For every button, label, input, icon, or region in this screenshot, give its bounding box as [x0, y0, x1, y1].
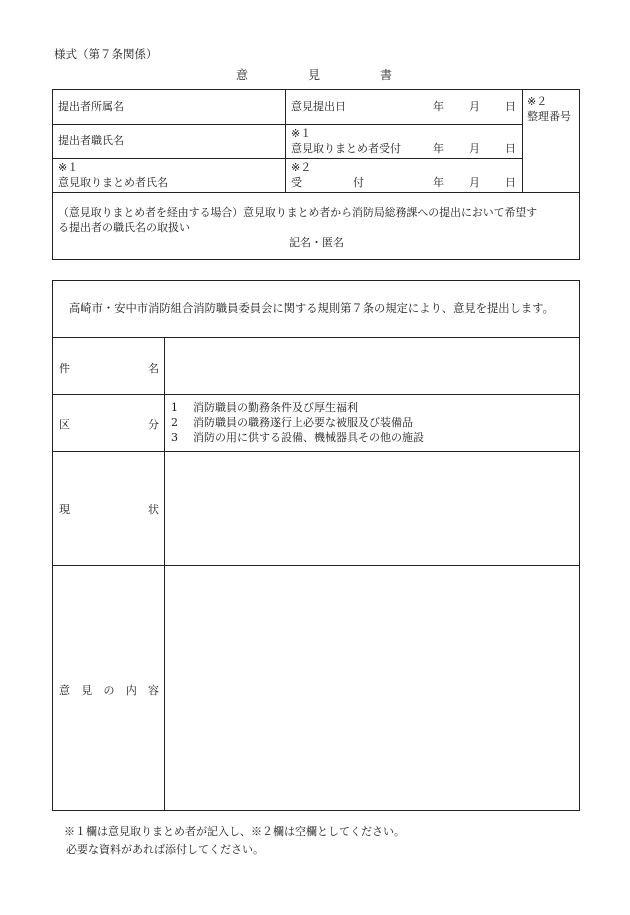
handling-choice: 記名・匿名	[289, 236, 344, 249]
form-style-label: 様式（第７条関係）	[54, 47, 158, 61]
receipt2-mark: ※２	[291, 161, 312, 174]
handling-text-line1: （意見取りまとめ者を経由する場合）意見取りまとめ者から消防局総務課への提出において希望す	[58, 206, 538, 219]
handling-text-line2: る提出者の職氏名の取扱い	[58, 221, 190, 234]
submit-date-label: 意見提出日	[291, 100, 346, 113]
opinion-table	[52, 280, 580, 811]
submit-year: 年	[433, 100, 444, 113]
submitter-name-label: 提出者職氏名	[58, 134, 124, 147]
receipt2-year: 年	[433, 176, 444, 189]
receipt1-mark: ※１	[291, 127, 312, 140]
category-option-3: 3 消防の用に供する設備、機械器具その他の施設	[171, 431, 424, 444]
compiler-name-label: 意見取りまとめ者氏名	[58, 176, 168, 189]
footnote-1: ※１欄は意見取りまとめ者が記入し、※２欄は空欄としてください。	[64, 825, 405, 838]
title-char-1: 意	[236, 68, 249, 82]
receipt1-month: 月	[469, 142, 480, 155]
category-option-1: 1 消防職員の勤務条件及び厚生福利	[171, 401, 358, 414]
affiliation-label: 提出者所属名	[58, 100, 124, 113]
submit-day: 日	[505, 100, 516, 113]
title-char-3: 書	[380, 68, 393, 82]
subject-label: 件 名	[59, 362, 159, 375]
receipt2-month: 月	[469, 176, 480, 189]
compiler-mark: ※１	[58, 161, 79, 174]
opinion-content-label: 意 見 の 内 容	[59, 684, 159, 697]
receipt2-label-b: 付	[353, 176, 364, 189]
status-label: 現 状	[59, 503, 159, 516]
ref-number-label: 整理番号	[527, 110, 571, 123]
receipt1-label: 意見取りまとめ者受付	[291, 142, 401, 155]
category-option-2: 2 消防職員の職務遂行上必要な被服及び装備品	[171, 416, 413, 429]
submit-month: 月	[469, 100, 480, 113]
ref-mark: ※２	[527, 95, 548, 108]
footnote-2: 必要な資料があれば添付してください。	[66, 843, 264, 856]
category-label: 区 分	[59, 418, 159, 431]
submitter-info-table	[52, 89, 580, 260]
title-char-2: 見	[308, 68, 321, 82]
receipt1-day: 日	[505, 142, 516, 155]
receipt2-day: 日	[505, 176, 516, 189]
submission-statement: 高崎市・安中市消防組合消防職員委員会に関する規則第７条の規定により、意見を提出します。	[69, 302, 554, 315]
receipt2-label-a: 受	[291, 176, 302, 189]
receipt1-year: 年	[433, 142, 444, 155]
document-title	[0, 66, 630, 82]
